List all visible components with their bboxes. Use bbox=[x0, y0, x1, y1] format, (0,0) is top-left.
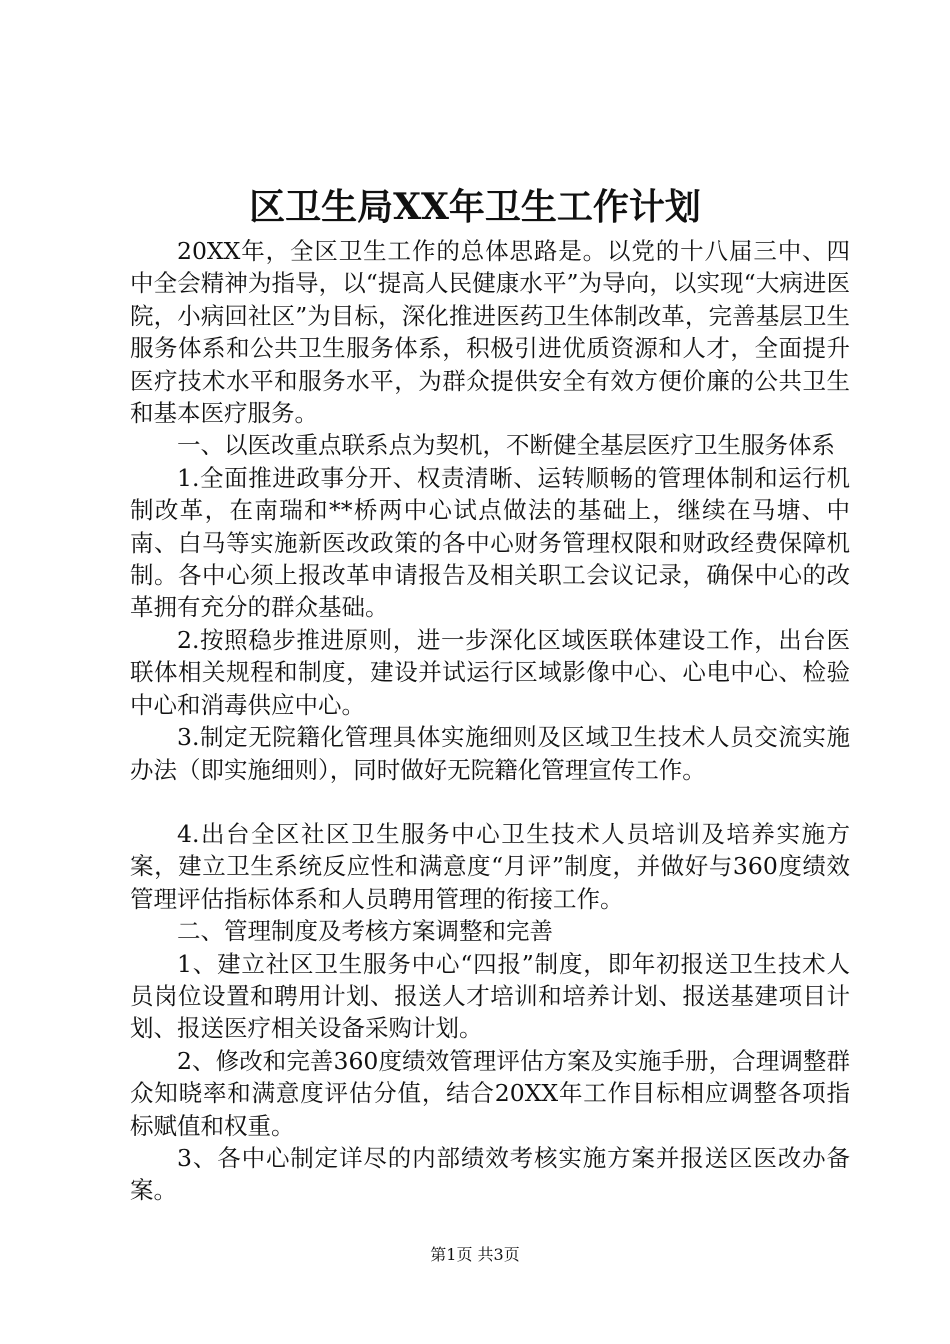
document-title: 区卫生局XX年卫生工作计划 bbox=[249, 186, 701, 228]
paragraph-item-1-2: 2.按照稳步推进原则，进一步深化区域医联体建设工作，出台医联体相关规程和制度，建设并试运行区域影像中心、心电中心、检验中心和消毒供应中心。 bbox=[130, 625, 850, 719]
document-body bbox=[130, 235, 850, 1207]
paragraph-intro: 20XX年，全区卫生工作的总体思路是。以党的十八届三中、四中全会精神为指导，以“提高人民健康水平”为导向，以实现“大病进医院，小病回社区”为目标，深化推进医药卫生体制改革，完善基层卫生服务体系和公共卫生服务体系，积极引进优质资源和人才，全面提升医疗技术水平和服务水平，为群众提供安全有效方便价廉的公共卫生和基本医疗服务。 bbox=[130, 237, 850, 428]
section-heading-2: 二、管理制度及考核方案调整和完善 bbox=[177, 917, 553, 946]
paragraph-item-1-3: 3.制定无院籍化管理具体实施细则及区域卫生技术人员交流实施办法（即实施细则），同时做好无院籍化管理宣传工作。 bbox=[130, 723, 850, 784]
page-footer: 第1页 共3页 bbox=[430, 1245, 520, 1264]
paragraph-item-2-2: 2、修改和完善360度绩效管理评估方案及实施手册，合理调整群众知晓率和满意度评估分值，结合20XX年工作目标相应调整各项指标赋值和权重。 bbox=[130, 1046, 850, 1140]
paragraph-item-2-3: 3、各中心制定详尽的内部绩效考核实施方案并报送区医改办备案。 bbox=[130, 1143, 850, 1205]
paragraph-item-1-1: 1.全面推进政事分开、权责清晰、运转顺畅的管理体制和运行机制改革，在南瑞和**桥两中心试点做法的基础上，继续在马塘、中南、白马等实施新医改政策的各中心财务管理权限和财政经费保障机制。各中心须上报改革申请报告及相关职工会议记录，确保中心的改革拥有充分的群众基础。 bbox=[130, 463, 850, 622]
paragraph-item-1-4: 4.出台全区社区卫生服务中心卫生技术人员培训及培养实施方案，建立卫生系统反应性和满意度“月评”制度，并做好与360度绩效管理评估指标体系和人员聘用管理的衔接工作。 bbox=[130, 819, 850, 913]
paragraph-item-2-1: 1、建立社区卫生服务中心“四报”制度，即年初报送卫生技术人员岗位设置和聘用计划、报送人才培训和培养计划、报送基建项目计划、报送医疗相关设备采购计划。 bbox=[130, 949, 850, 1043]
section-heading-1: 一、以医改重点联系点为契机，不断健全基层医疗卫生服务体系 bbox=[177, 431, 835, 460]
